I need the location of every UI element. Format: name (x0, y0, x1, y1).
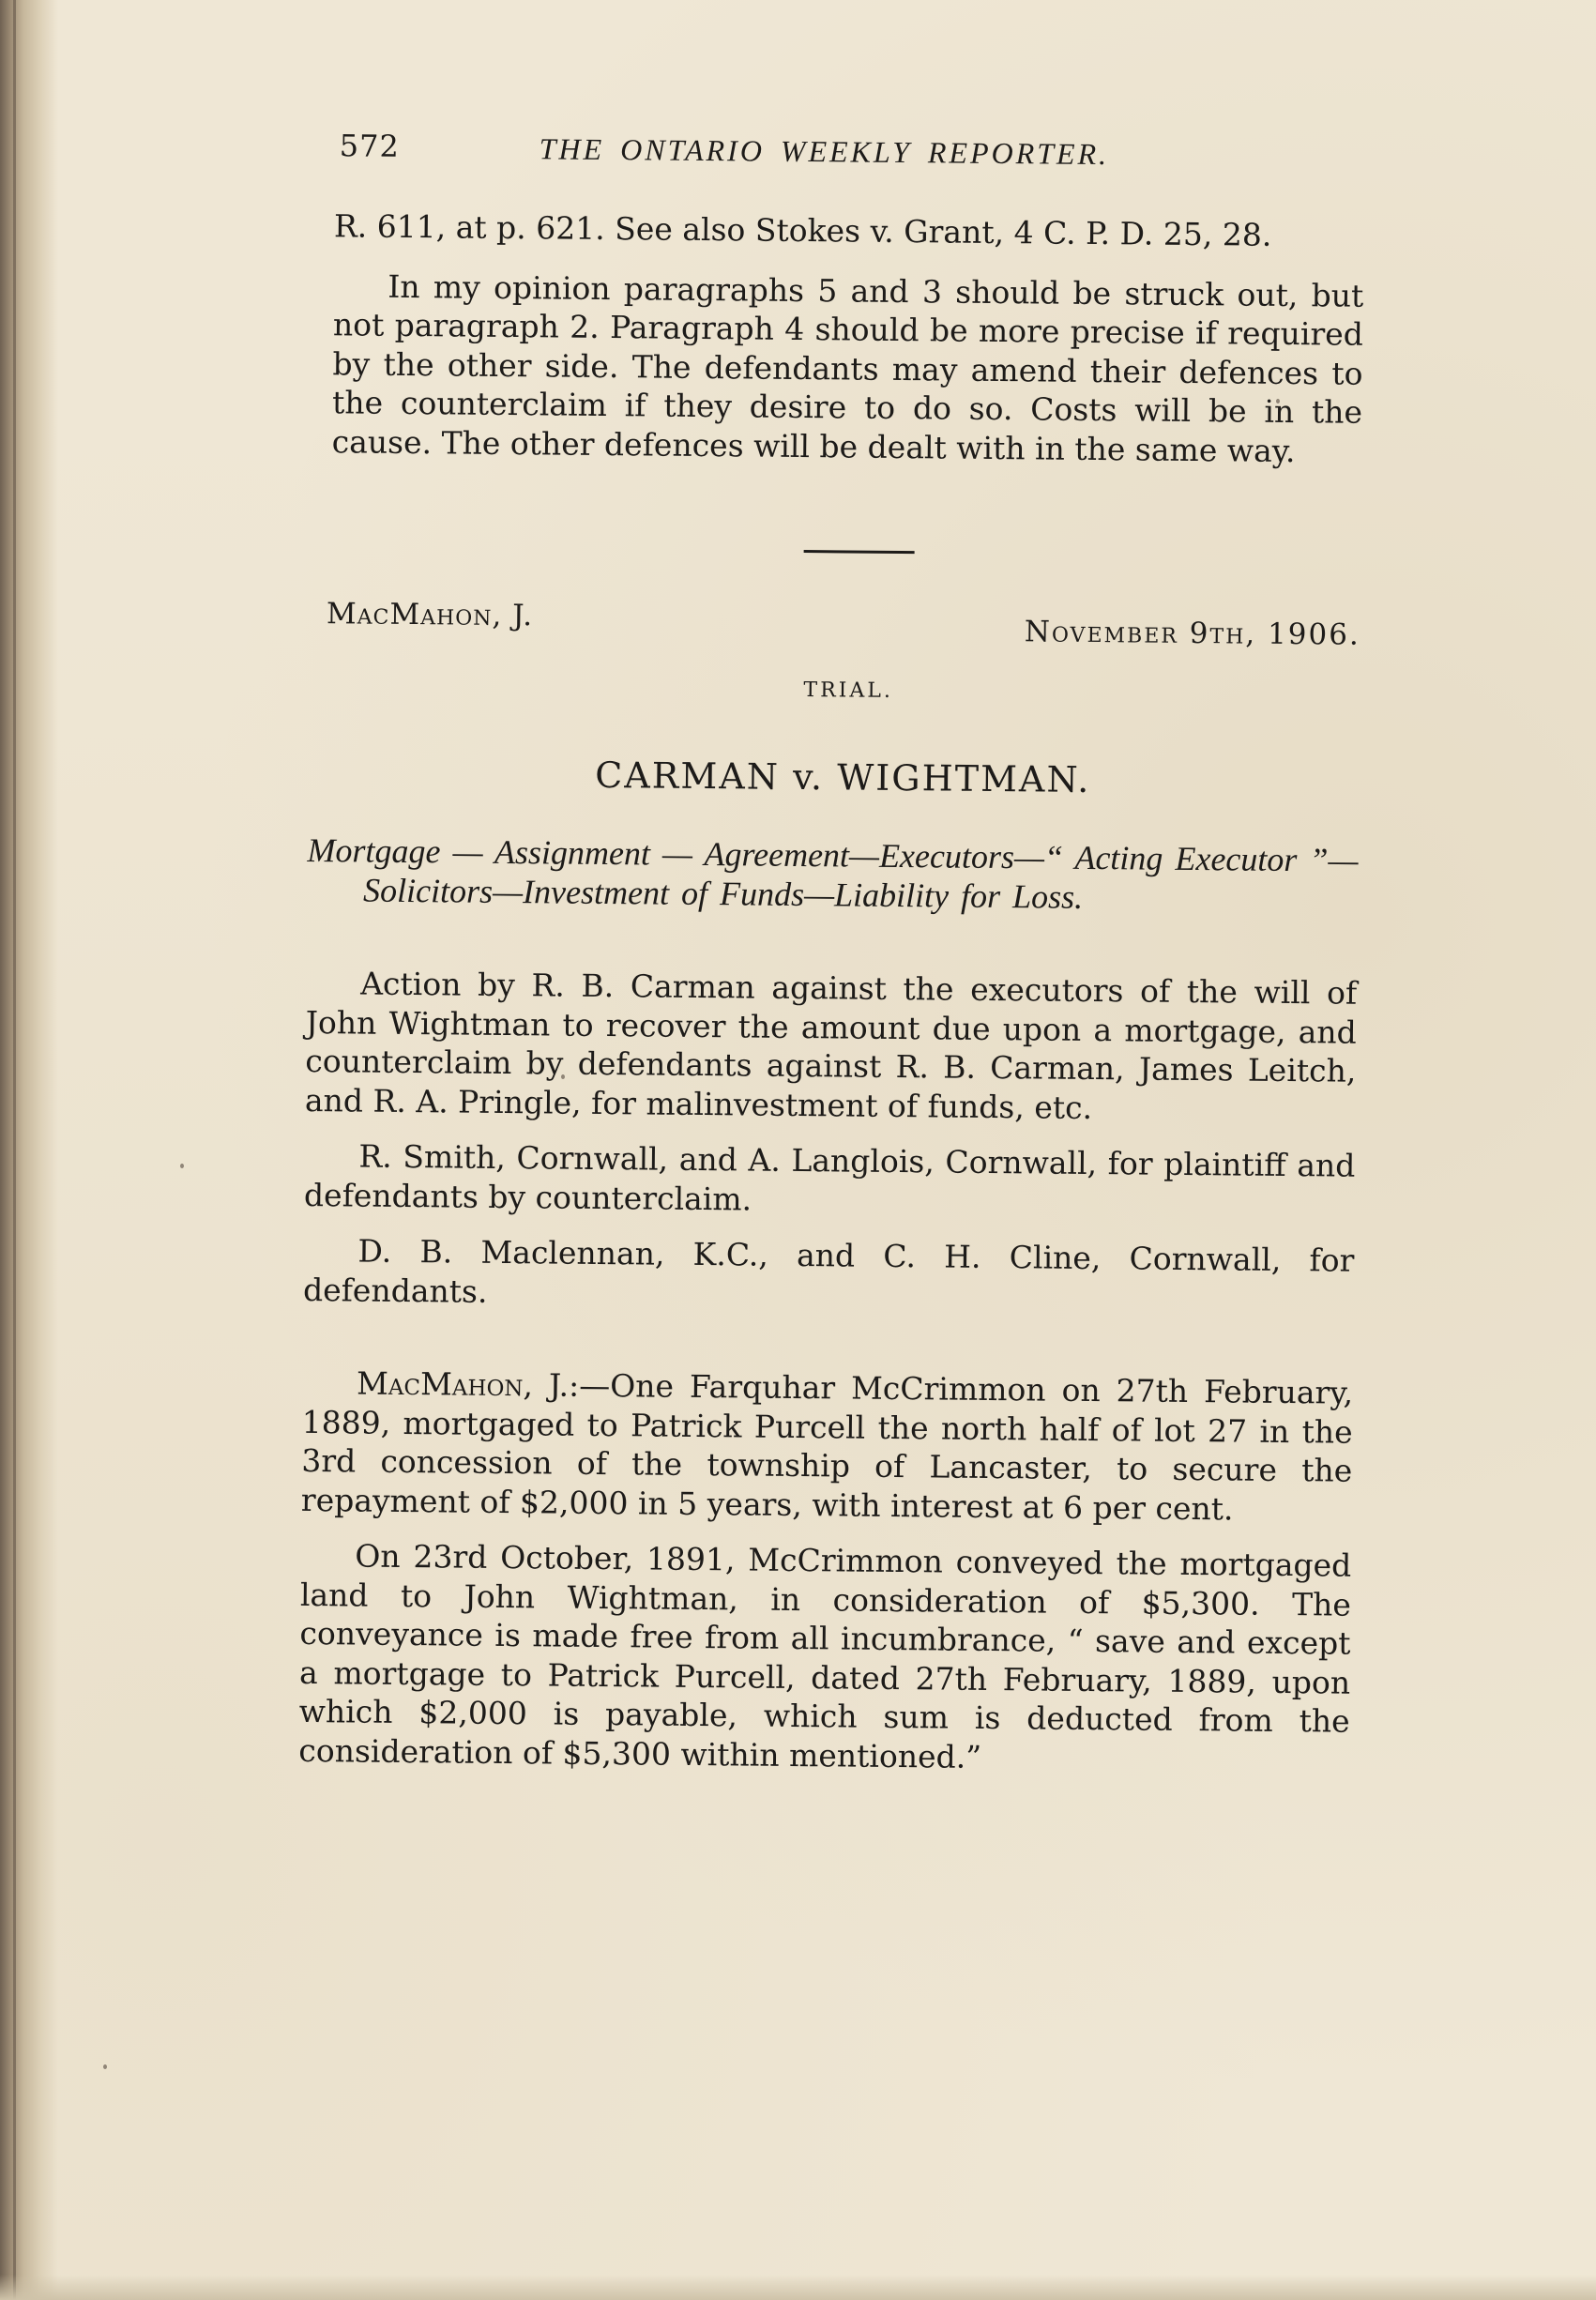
binding-edge-line (13, 0, 16, 2300)
judgment-paragraph-1 (301, 1363, 1354, 1530)
judgment-paragraph-2: On 23rd October, 1891, McCrimmon conveyed the mortgaged land to John Wightman, in consideration of $5,300. The conveyance is made free from all incumbrance, “ save and except a mortgage to Patrick Purcell, dated 27th February, 1889, upon which $2,000 is payable, which sum is deducted from the consideration of $5,300 within mentioned.” (298, 1537, 1352, 1775)
paper-speck (103, 2064, 107, 2069)
page-number: 572 (339, 128, 401, 164)
bottom-page-edge (0, 2275, 1596, 2300)
judgment-judge-lead: MacMahon, J. (356, 1364, 570, 1404)
case-title: CARMAN v. WIGHTMAN. (595, 754, 1091, 800)
opinion-paragraph: In my opinion paragraphs 5 and 3 should be struck out, but not paragraph 2. Paragraph 4 should be more precise if required by the other side. The defendants may amend their defences to the counterclaim if they desire to do so. Costs will be in the cause. The other defences will be dealt with in the same way. (331, 267, 1364, 469)
judgment-paragraph-1-text: :—One Farquhar McCrimmon on 27th February, 1889, mortgaged to Patrick Purcell the north half of lot 27 in the 3rd concession of the township of Lancaster, to secure the repayment of $2,000 in 5 years, with interest at 6 per cent. (300, 1366, 1354, 1527)
binding-edge (0, 0, 58, 2300)
judge-date-line (310, 597, 1360, 652)
paper-speck (180, 1164, 184, 1168)
decision-date: November 9th, 1906. (1024, 615, 1360, 652)
text-column (298, 122, 1365, 1780)
counsel-plaintiff: R. Smith, Cornwall, and A. Langlois, Cornwall, for plaintiff and defendants by counterclaim. (303, 1137, 1356, 1218)
judge-name: MacMahon, J. (326, 597, 534, 633)
journal-title: THE ONTARIO WEEKLY REPORTER. (539, 131, 1110, 172)
section-rule (804, 550, 915, 554)
headnote: Mortgage — Assignment — Agreement—Executors—“ Acting Executor ”—Solicitors—Investment of Funds—Liability for Loss. (307, 830, 1359, 916)
action-paragraph: Action by R. B. Carman against the executors of the will of John Wightman to recover the amount due upon a mortgage, and counterclaim by defendants against R. B. Carman, James Leitch, and R. A. Pringle, for malinvestment of funds, etc. (304, 965, 1358, 1126)
counsel-defendants: D. B. Maclennan, K.C., and C. H. Cline, Cornwall, for defendants. (302, 1232, 1355, 1310)
running-head (313, 122, 1364, 185)
carryover-paragraph: R. 611, at p. 621. See also Stokes v. Grant, 4 C. P. D. 25, 28. (333, 207, 1272, 253)
case-type: TRIAL. (803, 678, 894, 703)
